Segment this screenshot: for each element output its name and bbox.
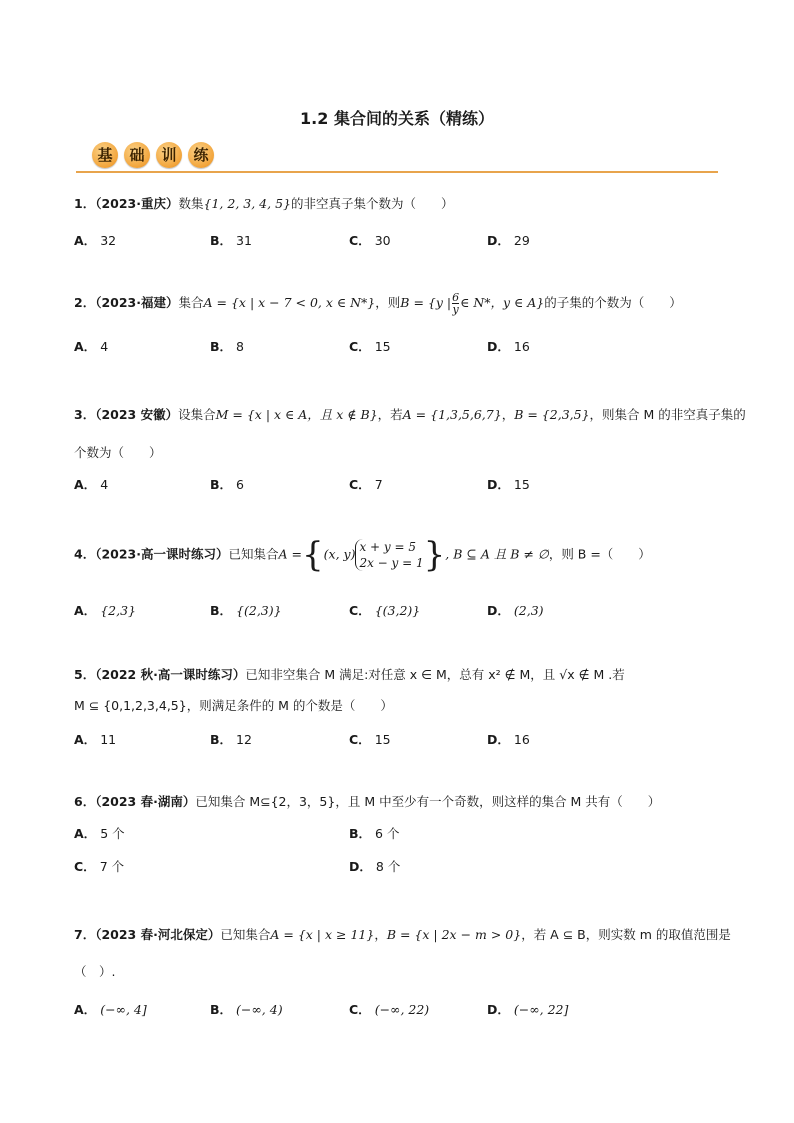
equation: 2x − y = 1 bbox=[359, 556, 424, 570]
option-value: 29 bbox=[513, 233, 530, 248]
option-label: B． bbox=[210, 477, 233, 492]
math-expression: A = {x | x ≥ 11} bbox=[270, 927, 375, 942]
question-text: ，则 bbox=[375, 295, 401, 310]
option-value: 30 bbox=[374, 233, 391, 248]
question-5 bbox=[74, 665, 625, 683]
question-text: 的子集的个数为（ ） bbox=[544, 295, 682, 310]
math-expression: B = {x | 2x − m > 0} bbox=[386, 927, 522, 942]
question-text: 数集 bbox=[178, 196, 204, 211]
option-d[interactable] bbox=[487, 475, 530, 493]
question-text: 已知集合 M⊆{2，3，5}，且 M 中至少有一个奇数，则这样的集合 M 共有（ ） bbox=[195, 794, 661, 809]
option-label: D． bbox=[487, 233, 510, 248]
math-expression: A = bbox=[278, 546, 302, 562]
option-b[interactable] bbox=[210, 601, 282, 619]
option-value: 7 bbox=[374, 477, 383, 492]
option-a[interactable] bbox=[74, 601, 136, 619]
option-value: 7 个 bbox=[99, 859, 125, 874]
option-label: B． bbox=[210, 603, 233, 618]
option-value: 32 bbox=[100, 233, 117, 248]
math-expression: B = {y | bbox=[400, 295, 452, 310]
option-value: 5 个 bbox=[100, 826, 125, 841]
option-value: 16 bbox=[513, 732, 530, 747]
option-value: 15 bbox=[374, 732, 391, 747]
math-expression: ∈ N*，y ∈ A} bbox=[460, 295, 545, 310]
option-value: 6 bbox=[236, 477, 244, 492]
banner-char: 础 bbox=[124, 142, 150, 168]
question-3-line-2: 个数为（ ） bbox=[74, 445, 162, 460]
option-label: C． bbox=[349, 603, 371, 618]
option-b[interactable] bbox=[349, 824, 399, 842]
option-c[interactable] bbox=[349, 231, 391, 249]
question-number: 7． bbox=[74, 927, 96, 942]
option-c[interactable] bbox=[349, 601, 420, 619]
option-label: A． bbox=[74, 826, 97, 841]
question-source: （2023 安徽） bbox=[95, 407, 179, 422]
question-source: （2023 春·河北保定） bbox=[95, 927, 221, 942]
question-text: 已知非空集合 M 满足:对任意 x ∈ M，总有 x² ∉ M，且 √x ∉ M .若 bbox=[245, 667, 625, 682]
option-a[interactable] bbox=[74, 231, 116, 249]
question-3 bbox=[74, 405, 746, 423]
option-value: 4 bbox=[100, 339, 109, 354]
option-d[interactable] bbox=[487, 730, 530, 748]
math-expression: B = {2,3,5} bbox=[514, 407, 590, 422]
option-b[interactable] bbox=[210, 730, 252, 748]
option-value: 15 bbox=[374, 339, 391, 354]
math-expression: A = {x | x − 7 < 0, x ∈ N*} bbox=[203, 295, 376, 310]
question-source: （2023 春·湖南） bbox=[95, 794, 196, 809]
option-label: B． bbox=[210, 233, 233, 248]
option-label: A． bbox=[74, 1002, 97, 1017]
math-expression: , B ⊆ A 且 B ≠ ∅ bbox=[445, 546, 549, 562]
question-text: 集合 bbox=[178, 295, 204, 310]
question-number: 6． bbox=[74, 794, 96, 809]
math-expression: A = {1,3,5,6,7} bbox=[402, 407, 502, 422]
question-text: 设集合 bbox=[178, 407, 216, 422]
question-text: ， bbox=[501, 407, 515, 422]
question-text: 的非空真子集个数为（ ） bbox=[290, 196, 454, 211]
option-value: {2,3} bbox=[100, 603, 136, 618]
option-b[interactable] bbox=[210, 231, 252, 249]
option-value: {(2,3)} bbox=[236, 603, 282, 618]
option-value: (−∞, 4) bbox=[236, 1002, 283, 1017]
option-label: A． bbox=[74, 603, 97, 618]
banner-char: 基 bbox=[92, 142, 118, 168]
option-a[interactable] bbox=[74, 1000, 147, 1018]
page-title: 1.2 集合间的关系（精练） bbox=[300, 109, 494, 128]
option-a[interactable] bbox=[74, 475, 108, 493]
option-label: A． bbox=[74, 233, 97, 248]
option-value: 4 bbox=[100, 477, 109, 492]
option-label: C． bbox=[349, 1002, 371, 1017]
question-source: （2023·福建） bbox=[95, 295, 179, 310]
banner-char: 训 bbox=[156, 142, 182, 168]
equation-system bbox=[355, 539, 423, 571]
option-label: D． bbox=[487, 477, 510, 492]
section-banner-basic-training bbox=[80, 142, 240, 172]
math-expression: {1, 2, 3, 4, 5} bbox=[203, 196, 291, 211]
option-label: C． bbox=[349, 233, 371, 248]
option-value: 8 个 bbox=[375, 859, 401, 874]
option-label: D． bbox=[487, 339, 510, 354]
option-d[interactable] bbox=[487, 601, 544, 619]
option-label: C． bbox=[349, 732, 371, 747]
option-value: 15 bbox=[513, 477, 530, 492]
option-d[interactable] bbox=[349, 857, 400, 875]
option-label: B． bbox=[210, 732, 233, 747]
option-value: 8 bbox=[236, 339, 244, 354]
option-b[interactable] bbox=[210, 475, 244, 493]
option-value: (−∞, 22] bbox=[513, 1002, 569, 1017]
option-value: (−∞, 4] bbox=[100, 1002, 147, 1017]
math-expression: (x, y) bbox=[323, 546, 356, 562]
option-d[interactable] bbox=[487, 337, 530, 355]
question-7-line-2: （ ）. bbox=[74, 964, 116, 979]
option-c[interactable] bbox=[349, 337, 391, 355]
right-brace: } bbox=[423, 535, 446, 575]
question-source: （2022 秋·高一课时练习） bbox=[95, 667, 246, 682]
option-label: B． bbox=[210, 339, 233, 354]
option-label: C． bbox=[349, 477, 371, 492]
question-source: （2023·重庆） bbox=[95, 196, 179, 211]
option-value: (−∞, 22) bbox=[374, 1002, 430, 1017]
option-label: D． bbox=[349, 859, 372, 874]
question-number: 1． bbox=[74, 196, 96, 211]
option-value: 6 个 bbox=[375, 826, 400, 841]
question-source: （2023·高一课时练习） bbox=[95, 546, 229, 562]
equation: x + y = 5 bbox=[359, 540, 417, 554]
question-number: 4． bbox=[74, 546, 96, 562]
question-6 bbox=[74, 792, 660, 810]
question-text: ，则集合 M 的非空真子集的 bbox=[589, 407, 746, 422]
question-text: 已知集合 bbox=[220, 927, 271, 942]
option-label: D． bbox=[487, 603, 510, 618]
math-expression: M = {x | x ∈ A，且 x ∉ B} bbox=[215, 407, 378, 422]
fraction-denominator: y bbox=[452, 303, 459, 316]
question-text: ，若 bbox=[377, 407, 403, 422]
option-value: 12 bbox=[236, 732, 252, 747]
question-text: ，若 A ⊆ B，则实数 m 的取值范围是 bbox=[521, 927, 731, 942]
option-c[interactable] bbox=[349, 730, 391, 748]
option-c[interactable] bbox=[349, 475, 383, 493]
option-c[interactable] bbox=[74, 857, 124, 875]
option-d[interactable] bbox=[487, 1000, 568, 1018]
option-label: D． bbox=[487, 1002, 510, 1017]
option-label: C． bbox=[74, 859, 96, 874]
question-text: ， bbox=[374, 927, 387, 942]
question-7 bbox=[74, 925, 731, 943]
option-value: {(3,2)} bbox=[374, 603, 421, 618]
fraction bbox=[452, 292, 459, 315]
option-label: B． bbox=[210, 1002, 233, 1017]
option-label: C． bbox=[349, 339, 371, 354]
option-b[interactable] bbox=[210, 337, 244, 355]
question-text: 已知集合 bbox=[228, 546, 279, 562]
option-c[interactable] bbox=[349, 1000, 429, 1018]
question-number: 5． bbox=[74, 667, 96, 682]
fraction-numerator: 6 bbox=[452, 291, 460, 304]
option-label: B． bbox=[349, 826, 372, 841]
question-number: 2． bbox=[74, 295, 96, 310]
option-label: A． bbox=[74, 477, 97, 492]
option-value: (2,3) bbox=[513, 603, 544, 618]
question-number: 3． bbox=[74, 407, 96, 422]
question-5-line-2: M ⊆ {0,1,2,3,4,5}，则满足条件的 M 的个数是（ ） bbox=[74, 698, 393, 713]
question-text: ，则 B =（ ） bbox=[548, 546, 651, 562]
option-value: 31 bbox=[236, 233, 252, 248]
option-label: A． bbox=[74, 732, 97, 747]
option-value: 11 bbox=[100, 732, 117, 747]
option-b[interactable] bbox=[210, 1000, 283, 1018]
option-a[interactable] bbox=[74, 824, 125, 842]
question-4 bbox=[74, 535, 651, 575]
option-value: 16 bbox=[513, 339, 530, 354]
question-1 bbox=[74, 194, 454, 212]
question-2 bbox=[74, 292, 682, 315]
option-label: D． bbox=[487, 732, 510, 747]
option-d[interactable] bbox=[487, 231, 530, 249]
option-a[interactable] bbox=[74, 337, 108, 355]
option-label: A． bbox=[74, 339, 97, 354]
banner-char: 练 bbox=[188, 142, 214, 168]
option-a[interactable] bbox=[74, 730, 116, 748]
left-brace: { bbox=[302, 535, 324, 575]
section-divider bbox=[76, 171, 718, 173]
